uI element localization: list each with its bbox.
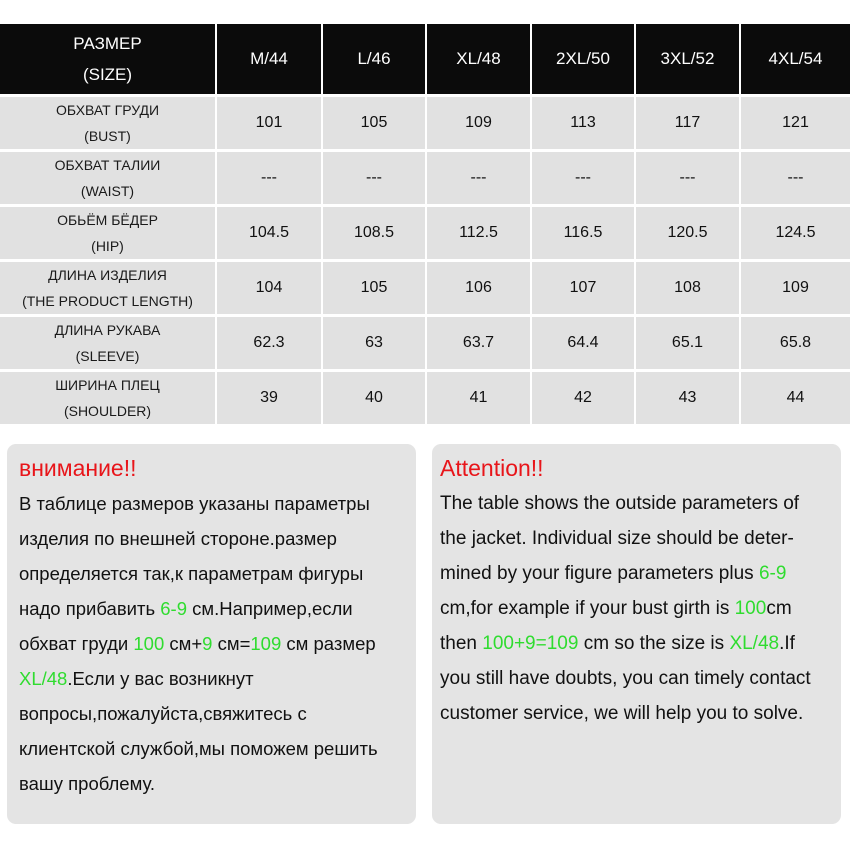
measurement-value: 108 bbox=[635, 261, 740, 316]
note-text: .If bbox=[779, 633, 795, 654]
measurement-value: 65.8 bbox=[740, 316, 850, 371]
measurement-value: 109 bbox=[740, 261, 850, 316]
note-text: см+ bbox=[164, 633, 203, 654]
note-text: см размер bbox=[281, 633, 376, 654]
measurement-value: 108.5 bbox=[322, 206, 426, 261]
measurement-value: 117 bbox=[635, 96, 740, 151]
size-table-row bbox=[0, 316, 850, 371]
note-text: изделия по внешней стороне.размер bbox=[19, 528, 337, 549]
measurement-value: 105 bbox=[322, 96, 426, 151]
note-text: В таблице размеров указаны параметры bbox=[19, 493, 370, 514]
size-header-cell: 4XL/54 bbox=[740, 24, 850, 96]
note-line bbox=[440, 521, 841, 556]
measurement-value: 65.1 bbox=[635, 316, 740, 371]
measurement-value: --- bbox=[426, 151, 531, 206]
note-line bbox=[19, 591, 416, 626]
measurement-value: --- bbox=[531, 151, 635, 206]
note-text: надо прибавить bbox=[19, 598, 161, 619]
note-text: customer service, we will help you to solve. bbox=[440, 703, 804, 724]
size-table-row bbox=[0, 371, 850, 425]
measurement-label-ru: ШИРИНА ПЛЕЦ bbox=[55, 377, 160, 393]
note-box-russian bbox=[7, 444, 416, 824]
measurement-value: 64.4 bbox=[531, 316, 635, 371]
note-text: then bbox=[440, 633, 483, 654]
measurement-value: 40 bbox=[322, 371, 426, 425]
measurement-label bbox=[0, 261, 216, 316]
note-text: mined by your figure parameters plus bbox=[440, 563, 759, 584]
note-line bbox=[440, 696, 841, 731]
note-line bbox=[19, 661, 416, 696]
measurement-label-ru: ДЛИНА РУКАВА bbox=[54, 322, 161, 338]
highlighted-value: XL/48 bbox=[19, 668, 68, 689]
note-text: cm so the size is bbox=[578, 633, 730, 654]
size-header-cell: M/44 bbox=[216, 24, 322, 96]
measurement-value: 104.5 bbox=[216, 206, 322, 261]
highlighted-value: 6-9 bbox=[758, 563, 787, 584]
note-line bbox=[440, 486, 841, 521]
size-header-label-en: (SIZE) bbox=[82, 65, 133, 84]
note-body-english bbox=[440, 486, 841, 731]
size-table-row bbox=[0, 151, 850, 206]
measurement-value: 63 bbox=[322, 316, 426, 371]
note-text: The table shows the outside parameters of bbox=[440, 493, 800, 514]
measurement-value: 107 bbox=[531, 261, 635, 316]
measurement-value: 63.7 bbox=[426, 316, 531, 371]
measurement-value: 62.3 bbox=[216, 316, 322, 371]
highlighted-value: 109 bbox=[250, 633, 282, 654]
note-text: вопросы,пожалуйста,свяжитесь с bbox=[19, 703, 307, 724]
measurement-value: 105 bbox=[322, 261, 426, 316]
note-title-russian: внимание!! bbox=[19, 455, 137, 481]
size-table-body bbox=[0, 96, 850, 425]
note-body-russian bbox=[19, 486, 416, 801]
measurement-label-ru: ОБХВАТ ГРУДИ bbox=[55, 102, 160, 118]
measurement-value: 43 bbox=[635, 371, 740, 425]
measurement-value: 42 bbox=[531, 371, 635, 425]
highlighted-value: XL/48 bbox=[729, 633, 780, 654]
note-text: you still have doubts, you can timely contact bbox=[440, 668, 811, 689]
measurement-value: 121 bbox=[740, 96, 850, 151]
measurement-value: --- bbox=[322, 151, 426, 206]
measurement-value: 101 bbox=[216, 96, 322, 151]
measurement-label-en: (WAIST) bbox=[80, 183, 135, 199]
note-line bbox=[19, 731, 416, 766]
measurement-value: 106 bbox=[426, 261, 531, 316]
size-header-row bbox=[0, 24, 850, 96]
measurement-value: 104 bbox=[216, 261, 322, 316]
measurement-value: 112.5 bbox=[426, 206, 531, 261]
note-line bbox=[19, 521, 416, 556]
note-text: cm,for example if your bust girth is bbox=[440, 598, 735, 619]
measurement-label bbox=[0, 316, 216, 371]
measurement-label-en: (SHOULDER) bbox=[63, 403, 152, 419]
measurement-value: --- bbox=[740, 151, 850, 206]
measurement-label-ru: ДЛИНА ИЗДЕЛИЯ bbox=[48, 267, 167, 283]
measurement-label-en: (BUST) bbox=[84, 128, 131, 144]
size-table-row bbox=[0, 261, 850, 316]
highlighted-value: 6-9 bbox=[160, 598, 187, 619]
measurement-label bbox=[0, 96, 216, 151]
note-text: cm bbox=[766, 598, 792, 619]
measurement-label-en: (SLEEVE) bbox=[75, 348, 140, 364]
note-text: .Если у вас возникнут bbox=[67, 668, 254, 689]
note-line bbox=[19, 626, 416, 661]
highlighted-value: 100 bbox=[133, 633, 165, 654]
measurement-label-en: (HIP) bbox=[91, 238, 124, 254]
highlighted-value: 9 bbox=[202, 633, 213, 654]
measurement-value: 39 bbox=[216, 371, 322, 425]
note-text: определяется так,к параметрам фигуры bbox=[19, 563, 364, 584]
note-line bbox=[440, 556, 841, 591]
size-header-label-ru: РАЗМЕР bbox=[73, 34, 142, 53]
measurement-value: 116.5 bbox=[531, 206, 635, 261]
note-line bbox=[440, 591, 841, 626]
measurement-label-en: (THE PRODUCT LENGTH) bbox=[22, 293, 193, 309]
note-line bbox=[440, 626, 841, 661]
measurement-label-ru: ОБЬЁМ БЁДЕР bbox=[57, 212, 158, 228]
measurement-value: --- bbox=[216, 151, 322, 206]
size-table-row bbox=[0, 96, 850, 151]
size-header-cell: L/46 bbox=[322, 24, 426, 96]
note-text: см.Например,если bbox=[187, 598, 353, 619]
note-text: клиентской службой,мы поможем решить bbox=[19, 738, 378, 759]
size-header-cell: 3XL/52 bbox=[635, 24, 740, 96]
measurement-label bbox=[0, 371, 216, 425]
measurement-label bbox=[0, 206, 216, 261]
measurement-value: --- bbox=[635, 151, 740, 206]
size-table-row bbox=[0, 206, 850, 261]
note-text: обхват груди bbox=[19, 633, 134, 654]
measurement-value: 120.5 bbox=[635, 206, 740, 261]
note-line bbox=[440, 661, 841, 696]
note-line bbox=[19, 696, 416, 731]
note-line bbox=[19, 556, 416, 591]
note-line bbox=[19, 486, 416, 521]
measurement-value: 113 bbox=[531, 96, 635, 151]
size-header-cell: 2XL/50 bbox=[531, 24, 635, 96]
measurement-label bbox=[0, 151, 216, 206]
highlighted-value: 100+9=109 bbox=[482, 633, 579, 654]
measurement-value: 109 bbox=[426, 96, 531, 151]
size-chart-table bbox=[0, 24, 850, 424]
measurement-label-ru: ОБХВАТ ТАЛИИ bbox=[54, 157, 161, 173]
note-title-english: Attention!! bbox=[440, 455, 544, 481]
note-box-english bbox=[432, 444, 841, 824]
note-text: the jacket. Individual size should be deter- bbox=[440, 528, 794, 549]
size-header-label bbox=[0, 24, 216, 96]
note-text: вашу проблему. bbox=[19, 773, 156, 794]
size-header-cell: XL/48 bbox=[426, 24, 531, 96]
measurement-value: 124.5 bbox=[740, 206, 850, 261]
measurement-value: 41 bbox=[426, 371, 531, 425]
note-line bbox=[19, 766, 416, 801]
note-text: см= bbox=[212, 633, 251, 654]
measurement-value: 44 bbox=[740, 371, 850, 425]
highlighted-value: 100 bbox=[734, 598, 767, 619]
